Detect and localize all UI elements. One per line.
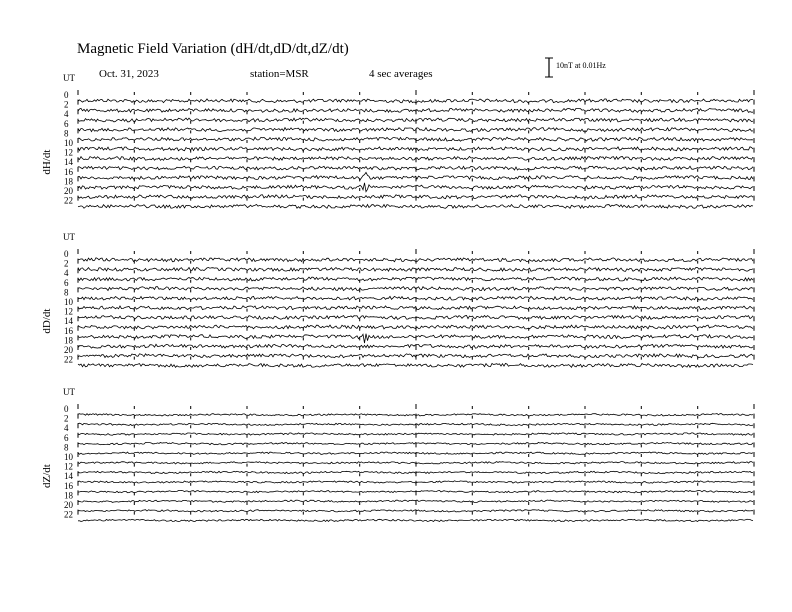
ut-label: UT: [63, 232, 75, 242]
hour-label: 8: [64, 442, 69, 453]
hour-label: 10: [64, 138, 73, 148]
hour-label: 16: [64, 480, 73, 491]
hour-label: 22: [64, 509, 73, 520]
hour-label: 12: [64, 461, 73, 472]
tick-marks: [78, 414, 754, 419]
hour-label: 6: [64, 432, 69, 443]
hour-label: 4: [64, 109, 69, 120]
hour-label: 16: [64, 325, 73, 336]
hour-label: 10: [64, 452, 73, 462]
tick-marks: [78, 100, 754, 105]
tick-marks: [78, 287, 754, 292]
hour-label: 0: [64, 404, 69, 414]
panel-label: dH/dt: [41, 149, 53, 175]
tick-marks: [78, 510, 754, 515]
panel-dddt: [41, 232, 754, 367]
hour-label: 0: [64, 249, 69, 259]
hour-label: 16: [64, 166, 73, 177]
tick-marks: [78, 452, 754, 457]
hour-label: 12: [64, 306, 73, 317]
ut-label: UT: [63, 73, 75, 83]
hour-label: 4: [64, 268, 69, 279]
hour-label: 14: [64, 157, 73, 168]
hour-label: 18: [64, 176, 73, 187]
hour-label: 22: [64, 354, 73, 365]
hour-label: 18: [64, 335, 73, 346]
panel-label: dZ/dt: [41, 464, 53, 489]
tick-marks: [78, 404, 754, 409]
tick-marks: [78, 90, 754, 95]
date-label: Oct. 31, 2023: [99, 68, 159, 80]
trace-line: [78, 363, 753, 367]
panel-dhdt: [41, 73, 754, 208]
hour-label: 4: [64, 423, 69, 434]
scale-label: 10nT at 0.01Hz: [556, 61, 606, 70]
hour-label: 12: [64, 147, 73, 158]
hour-label: 0: [64, 90, 69, 100]
hour-label: 18: [64, 490, 73, 501]
hour-label: 10: [64, 297, 73, 307]
tick-marks: [78, 462, 754, 467]
chart-title: Magnetic Field Variation (dH/dt,dD/dt,dZ/dt): [77, 41, 349, 57]
tick-marks: [78, 490, 754, 495]
tick-marks: [78, 249, 754, 254]
panel-label: dD/dt: [41, 308, 53, 334]
tick-marks: [78, 442, 754, 447]
station-label: station=MSR: [250, 68, 309, 80]
ut-label: UT: [63, 387, 75, 397]
panel-dzdt: [41, 387, 754, 522]
averaging-label: 4 sec averages: [369, 68, 433, 80]
hour-label: 2: [64, 258, 69, 269]
hour-label: 14: [64, 471, 73, 482]
hour-label: 6: [64, 277, 69, 288]
hour-label: 6: [64, 118, 69, 129]
hour-label: 2: [64, 99, 69, 110]
trace-line: [78, 205, 753, 209]
tick-marks: [78, 186, 754, 191]
scale-bar: [545, 58, 606, 77]
hour-label: 8: [64, 128, 69, 139]
hour-label: 22: [64, 195, 73, 206]
hour-label: 20: [64, 500, 73, 510]
hour-label: 8: [64, 287, 69, 298]
hour-label: 20: [64, 186, 73, 196]
hour-label: 14: [64, 316, 73, 327]
hour-label: 20: [64, 345, 73, 355]
trace-line: [78, 519, 753, 521]
hour-label: 2: [64, 413, 69, 424]
panels-group: [41, 73, 754, 522]
